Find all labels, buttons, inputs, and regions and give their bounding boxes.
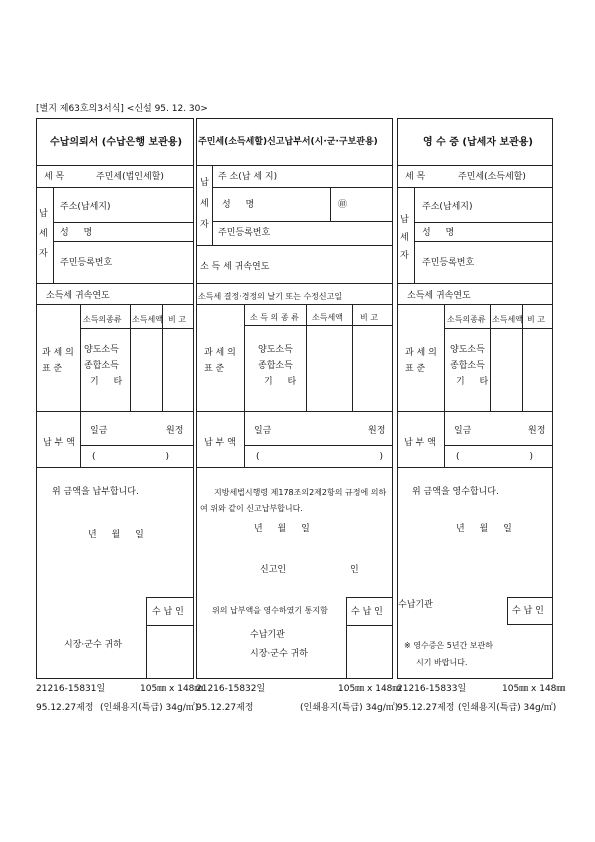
col2-rrn-label: 주민등록번호 [218,228,271,238]
col2-statement-1: 지방세법시행령 제178조의2제2항의 규정에 의하 [214,488,387,497]
col2-reporter-seal: 인 [350,565,359,575]
col1-income-1: 양도소득 [84,345,119,355]
col3-size: 105㎜ x 148㎜ [502,684,566,694]
col3-tax-year-label: 소득세 귀속연도 [407,291,471,301]
col3-rrn-label: 주민등록번호 [422,258,475,268]
col2-standard-label: 과 세 의 표 준 [204,348,236,374]
col2-stamp: 수 납 인 [351,607,383,617]
col1-title: 수납의뢰서 (수납은행 보관용) [50,137,183,148]
col1-made: 95.12.27제정 [36,703,94,713]
col3-made: 95.12.27제정 [397,703,455,713]
col1-date: 년 월 일 [88,530,150,540]
col1-amount-jeong: 원정 [166,426,184,436]
col1-payer-v2: 세 [39,229,48,239]
col3-payer-v2: 세 [400,233,409,243]
col3-stamp: 수 납 인 [512,606,544,616]
col2-form-no: 21216-15832일 [196,684,266,694]
col1-payer-v3: 자 [39,249,48,259]
col3-h-type: 소득의종류 [447,315,486,324]
col1-stamp: 수 납 인 [152,607,184,617]
col3-income-2: 종합소득 [450,361,485,371]
col3-income-1: 양도소득 [450,345,485,355]
col1-paper: (인쇄용지(특급) 34g/㎡) [100,703,199,713]
col3-statement: 위 금액을 영수합니다. [412,487,499,497]
col3-note-2: 시기 바랍니다. [416,658,468,667]
col3-h-note: 비 고 [527,315,545,324]
col3-payer-v3: 자 [400,251,409,261]
col3-income-3: 기 타 [456,377,495,387]
col3-date: 년 월 일 [456,524,518,534]
col1-income-3: 기 타 [90,377,129,387]
col2-h-tax: 소득세액 [312,313,343,322]
col2-h-type: 소 득 의 종 류 [250,313,299,322]
col2-h-note: 비 고 [360,313,378,322]
col3-tax-item-value: 주민세(소득세할) [458,172,526,182]
col3-standard-label: 과 세 의 표 준 [405,348,437,374]
col1-income-2: 종합소득 [84,361,119,371]
col2-income-2: 종합소득 [258,361,293,371]
col3-amount-jeong: 원정 [528,426,546,436]
col1-standard-label: 과 세 의 표 준 [42,348,74,374]
col2-seal-mark: ㊞ [338,200,348,210]
col3-name-label: 성 명 [422,228,461,238]
col2-size: 105㎜ x 148㎜ [338,684,402,694]
col2-notice: 위의 납부액을 영수하였기 통지함 [212,606,328,615]
col1-addressee: 시장·군수 귀하 [64,640,122,650]
col1-form-no: 21216-15831일 [36,684,106,694]
col1-amount-label: 납 부 액 [43,438,75,448]
col3-paren: ( ) [456,452,534,462]
col3-amount-label: 납 부 액 [404,438,436,448]
col1-address-label: 주소(납세지) [60,202,111,212]
col2-name-label: 성 명 [222,200,261,210]
col1-paren: ( ) [92,452,170,462]
col1-payer-v1: 납 [39,209,48,219]
col2-made: 95.12.27제정 [196,703,254,713]
col2-tax-year-label: 소 득 세 귀속연도 [200,262,270,272]
col2-payer-v1: 납 [200,178,209,188]
col3-receiver: 수납기관 [398,600,433,610]
col2-receiver: 수납기관 [250,630,285,640]
form-header: [별지 제63호의3서식] <신설 95. 12. 30> [36,104,208,114]
col2-address-label: 주 소(납 세 지) [218,172,278,182]
col1-name-label: 성 명 [60,228,99,238]
col2-determination: 소득세 결정·경정의 날기 또는 수정신고일 [198,292,343,301]
col3-tax-item-label: 세 목 [405,172,426,182]
col1-amount-won: 일금 [90,426,108,436]
col1-tax-item-value: 주민세(법인세할) [96,172,164,182]
col2-amount-jeong: 원정 [368,426,386,436]
col3-paper: (인쇄용지(특급) 34g/㎡) [458,703,557,713]
col1-size: 105㎜ x 148㎜ [140,684,204,694]
col3-note-1: ※ 영수증은 5년간 보관하 [404,641,493,650]
col2-date: 년 월 일 [254,524,316,534]
col3-amount-won: 일금 [454,426,472,436]
col2-reporter: 신고인 [260,565,287,575]
col2-amount-won: 일금 [254,426,272,436]
col2-amount-label: 납 부 액 [204,438,236,448]
col3-title: 영 수 증 (납세자 보관용) [423,137,534,148]
col2-paren: ( ) [256,452,384,462]
col3-h-tax: 소득세액 [492,315,523,324]
col2-income-3: 기 타 [264,377,303,387]
col2-addressee: 시장·군수 귀하 [250,649,308,659]
col2-payer-v3: 자 [200,220,209,230]
col1-rrn-label: 주민등록번호 [60,258,113,268]
col1-statement: 위 금액을 납부합니다. [52,487,139,497]
col1-tax-year-label: 소득세 귀속연도 [46,291,110,301]
col2-income-1: 양도소득 [258,345,293,355]
col1-h-note: 비 고 [168,315,186,324]
col1-tax-item-label: 세 목 [44,172,65,182]
col2-payer-v2: 세 [200,199,209,209]
col3-frame [397,118,553,679]
col1-h-tax: 소득세액 [132,315,163,324]
col2-title: 주민세(소득세할)신고납부서(시·군·구보관용) [198,137,378,147]
col2-statement-2: 여 위와 같이 신고납부합니다. [200,504,303,513]
col1-h-type: 소득의종류 [83,315,122,324]
col3-form-no: 21216-15833일 [397,684,467,694]
col2-paper: (인쇄용지(특급) 34g/㎡) [300,703,399,713]
col3-payer-v1: 납 [400,215,409,225]
col3-address-label: 주소(납세지) [422,202,473,212]
